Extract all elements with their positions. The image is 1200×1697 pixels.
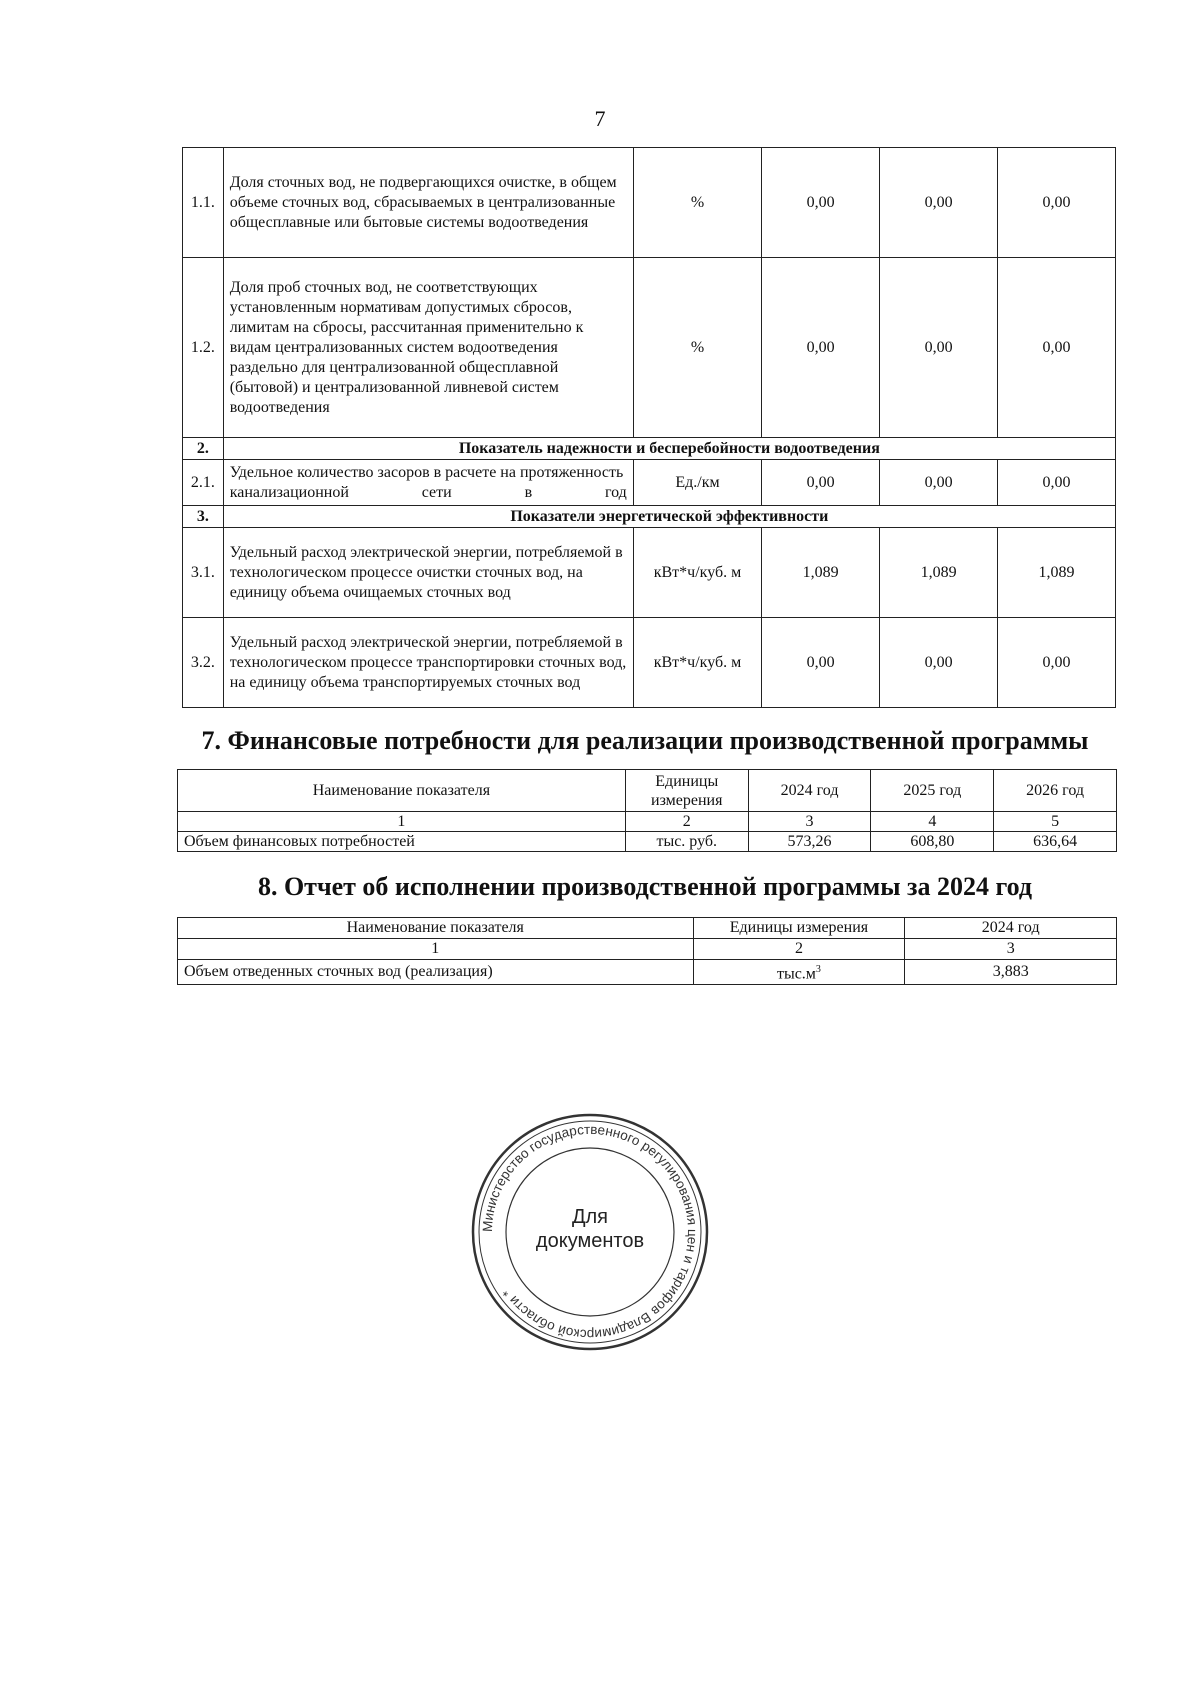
indicator-unit: % [633, 148, 761, 258]
row-value-2025: 608,80 [871, 832, 994, 852]
col-number: 1 [178, 939, 694, 960]
value-2025: 0,00 [880, 460, 998, 506]
indicator-row [183, 460, 1116, 506]
section-7-heading: 7. Финансовые потребности для реализации производственной программы [201, 726, 1089, 755]
row-name: Объем отведенных сточных вод (реализация) [178, 960, 694, 985]
value-2025: 0,00 [880, 258, 998, 438]
indicator-unit: кВт*ч/куб. м [633, 618, 761, 708]
header-unit: Единицы измерения [693, 918, 905, 939]
row-number: 1.1. [183, 148, 224, 258]
value-2026: 1,089 [998, 528, 1116, 618]
indicator-name: Удельное количество засоров в расчете на протяженность канализационной сети в год [223, 460, 633, 506]
indicator-row [183, 258, 1116, 438]
value-2024: 0,00 [762, 618, 880, 708]
row-unit-superscript: 3 [815, 964, 821, 975]
row-name: Объем финансовых потребностей [178, 832, 626, 852]
row-number: 2. [183, 438, 224, 460]
row-unit: тыс. руб. [625, 832, 748, 852]
row-number: 3.2. [183, 618, 224, 708]
col-number: 2 [625, 812, 748, 832]
header-2026: 2026 год [994, 770, 1117, 812]
section-8-heading: 8. Отчет об исполнении производственной программы за 2024 год [257, 872, 1033, 901]
row-unit [693, 960, 905, 985]
row-value-2024: 573,26 [748, 832, 871, 852]
row-number: 3.1. [183, 528, 224, 618]
col-number: 2 [693, 939, 905, 960]
col-number: 4 [871, 812, 994, 832]
indicator-name: Доля сточных вод, не подвергающихся очистке, в общем объеме сточных вод, сбрасываемых в централизованные общесплавные или бытовые системы водоотведения [223, 148, 633, 258]
row-unit-text: тыс.м [776, 965, 816, 983]
indicator-row [183, 528, 1116, 618]
indicator-unit: % [633, 258, 761, 438]
section-row [183, 506, 1116, 528]
indicators-table [182, 147, 1116, 708]
header-name: Наименование показателя [178, 918, 694, 939]
program-report-table [177, 917, 1117, 985]
value-2024: 0,00 [762, 258, 880, 438]
col-number: 5 [994, 812, 1117, 832]
row-number: 1.2. [183, 258, 224, 438]
header-2024: 2024 год [748, 770, 871, 812]
indicator-unit: кВт*ч/куб. м [633, 528, 761, 618]
row-number: 3. [183, 506, 224, 528]
header-2024: 2024 год [905, 918, 1117, 939]
row-value-2026: 636,64 [994, 832, 1117, 852]
indicator-name: Доля проб сточных вод, не соответствующих установленным нормативам допустимых сбросов, лимитам на сбросы, рассчитанная применительно к видам централизованных систем водоотведения раздельно для централизованной общесплавной (бытовой) и централизованной ливневой систем водоотведения [223, 258, 633, 438]
page-number: 7 [594, 106, 606, 131]
header-unit: Единицы измерения [625, 770, 748, 812]
financial-needs-table [177, 769, 1117, 852]
col-number: 3 [905, 939, 1117, 960]
value-2025: 0,00 [880, 148, 998, 258]
header-name: Наименование показателя [178, 770, 626, 812]
section-row [183, 438, 1116, 460]
value-2024: 1,089 [762, 528, 880, 618]
section-title: Показатели энергетической эффективности [223, 506, 1115, 528]
section-title: Показатель надежности и бесперебойности водоотведения [223, 438, 1115, 460]
seal-ring-text: Министерство государственного регулирования цен и тарифов Владимирской области * [479, 1121, 701, 1343]
row-number: 2.1. [183, 460, 224, 506]
value-2026: 0,00 [998, 148, 1116, 258]
value-2026: 0,00 [998, 460, 1116, 506]
header-2025: 2025 год [871, 770, 994, 812]
indicator-row [183, 148, 1116, 258]
col-number: 1 [178, 812, 626, 832]
indicator-unit: Ед./км [633, 460, 761, 506]
seal-center-line-2: документов [535, 1230, 645, 1252]
value-2026: 0,00 [998, 258, 1116, 438]
value-2024: 0,00 [762, 148, 880, 258]
col-number: 3 [748, 812, 871, 832]
value-2025: 0,00 [880, 618, 998, 708]
indicator-name: Удельный расход электрической энергии, потребляемой в технологическом процессе транспортировки сточных вод, на единицу объема транспортируемых сточных вод [223, 618, 633, 708]
value-2024: 0,00 [762, 460, 880, 506]
indicator-row [183, 618, 1116, 708]
seal-center-line-1: Для [571, 1206, 609, 1228]
seal-center-text [470, 1205, 710, 1253]
indicator-name: Удельный расход электрической энергии, потребляемой в технологическом процессе очистки сточных вод, на единицу объема очищаемых сточных вод [223, 528, 633, 618]
value-2025: 1,089 [880, 528, 998, 618]
row-value-2024: 3,883 [905, 960, 1117, 985]
value-2026: 0,00 [998, 618, 1116, 708]
